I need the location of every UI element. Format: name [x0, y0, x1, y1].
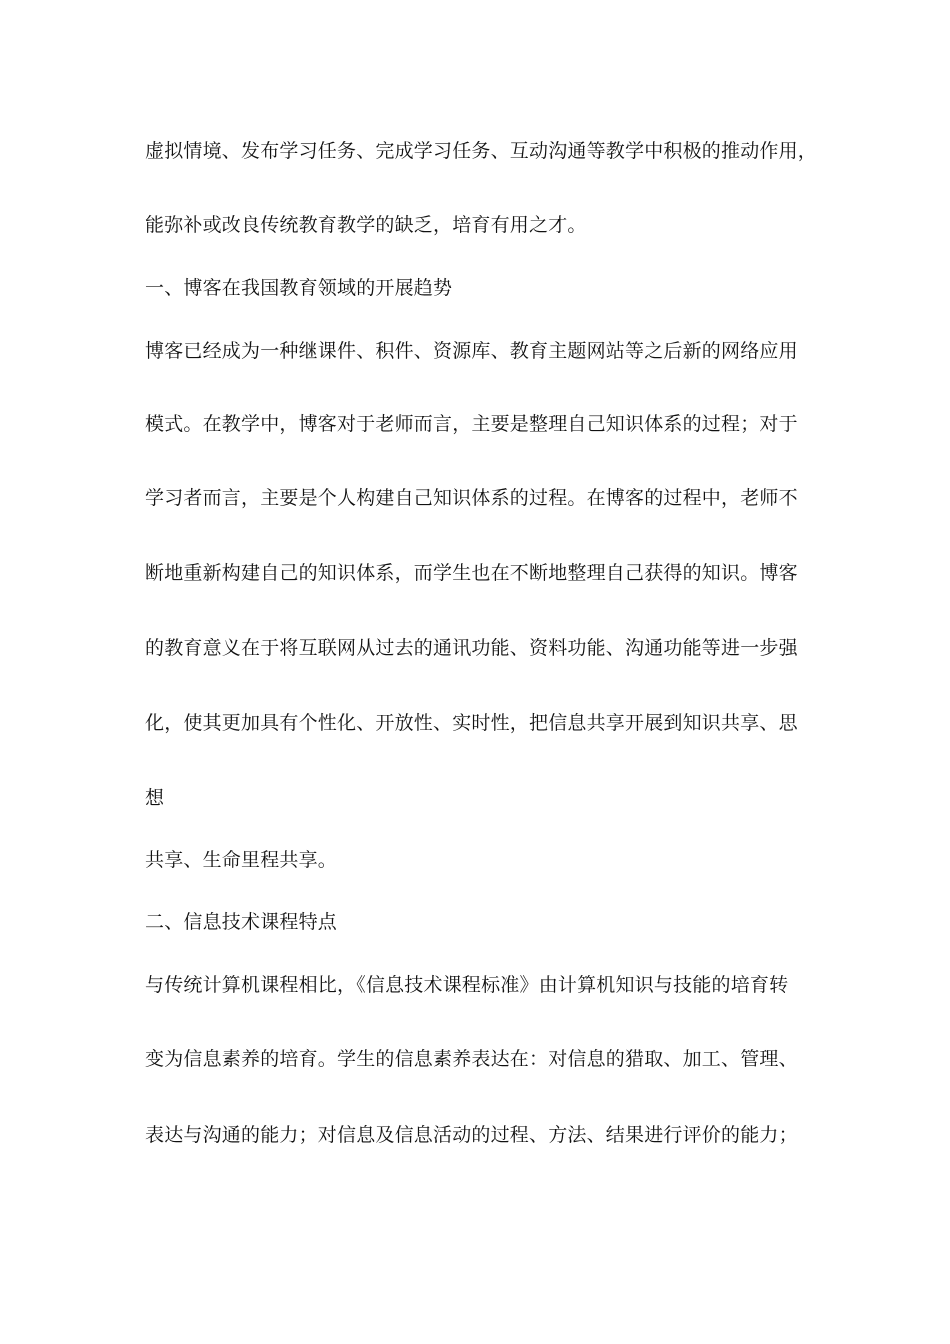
paragraph-line: 共享、生命里程共享。 [145, 849, 338, 871]
paragraph-line: 变为信息素养的培育。学生的信息素养表达在：对信息的猎取、加工、管理、 [145, 1048, 798, 1070]
section-heading-1: 一、博客在我国教育领域的开展趋势 [145, 277, 453, 299]
paragraph-line: 学习者而言，主要是个人构建自己知识体系的过程。在博客的过程中，老师不 [145, 487, 798, 509]
paragraph-line: 的教育意义在于将互联网从过去的通讯功能、资料功能、沟通功能等进一步强 [145, 637, 798, 659]
paragraph-line: 想 [145, 787, 165, 809]
section-heading-2: 二、信息技术课程特点 [145, 911, 338, 933]
paragraph-line: 模式。在教学中，博客对于老师而言，主要是整理自己知识体系的过程；对于 [145, 413, 798, 435]
paragraph-line: 虚拟情境、发布学习任务、完成学习任务、互动沟通等教学中积极的推动作用， [145, 140, 818, 162]
paragraph-line: 化，使其更加具有个性化、开放性、实时性，把信息共享开展到知识共享、思 [145, 712, 798, 734]
paragraph-line: 表达与沟通的能力；对信息及信息活动的过程、方法、结果进行评价的能力； [145, 1124, 798, 1146]
paragraph-line: 能弥补或改良传统教育教学的缺乏，培育有用之才。 [145, 214, 587, 236]
paragraph-line: 博客已经成为一种继课件、积件、资源库、教育主题网站等之后新的网络应用 [145, 340, 798, 362]
paragraph-line: 断地重新构建自己的知识体系，而学生也在不断地整理自己获得的知识。博客 [145, 562, 798, 584]
paragraph-line: 与传统计算机课程相比，《信息技术课程标准》由计算机知识与技能的培育转 [145, 974, 789, 996]
